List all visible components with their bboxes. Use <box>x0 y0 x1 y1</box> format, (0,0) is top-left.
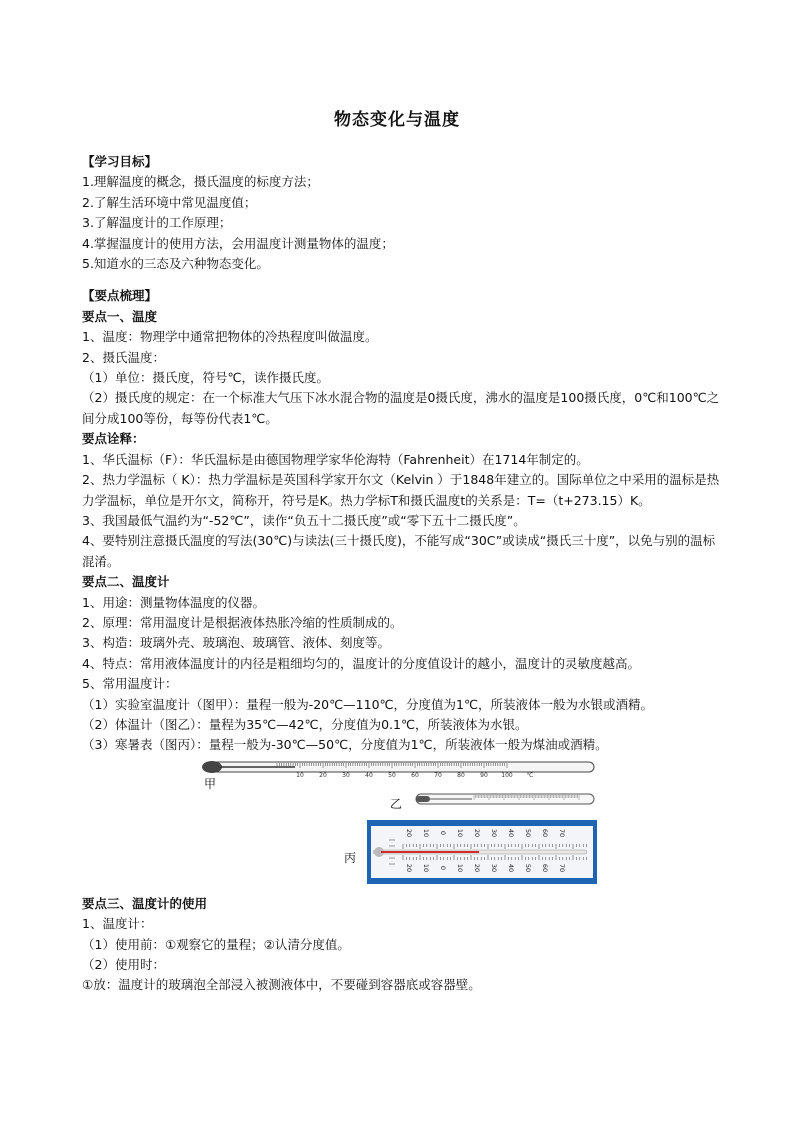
page-title: 物态变化与温度 <box>334 110 460 130</box>
scale-label: 10 <box>422 828 430 837</box>
scale-label: 20 <box>473 863 481 872</box>
scale-label: 60 <box>411 771 419 778</box>
scale-label: 20 <box>405 863 413 872</box>
text-line: （1）使用前：①观察它的量程；②认清分度值。 <box>82 936 350 952</box>
thermometer-figure <box>82 758 722 888</box>
section-heading-thermometer: 要点二、温度计 <box>82 574 170 590</box>
scale-label: 40 <box>507 863 515 872</box>
scale-label: ℃ <box>526 771 534 778</box>
text-paragraph: （2）摄氏度的规定：在一个标准大气压下冰水混合物的温度是0摄氏度，沸水的温度是100摄氏度，0℃和100℃之间分成100等份，每等份代表1℃。 <box>82 390 720 426</box>
text-line: 3、构造：玻璃外壳、玻璃泡、玻璃管、液体、刻度等。 <box>82 635 390 651</box>
clinical-thermometer <box>412 791 597 807</box>
scale-label: 30 <box>490 828 498 837</box>
document-body <box>82 152 722 996</box>
figure-label-b: 乙 <box>390 796 403 811</box>
clinical-thermometer-bulb <box>416 796 430 802</box>
figure-label-c: 丙 <box>344 850 357 865</box>
text-line: 4、特点：常用液体温度计的内径是粗细均匀的，温度计的分度值设计的越小，温度计的灵敏度越高。 <box>82 655 640 671</box>
scale-label: 20 <box>319 771 327 778</box>
text-line: ①放：温度计的玻璃泡全部浸入被测液体中，不要碰到容器底或容器壁。 <box>82 977 481 993</box>
scale-label: 90 <box>480 771 488 778</box>
section-heading-usage: 要点三、温度计的使用 <box>82 895 208 911</box>
goals-item: 4.掌握温度计的使用方法，会用温度计测量物体的温度； <box>82 235 394 251</box>
text-line: 1、温度计： <box>82 916 153 932</box>
scale-label: 0 <box>439 865 447 870</box>
scale-label: 10 <box>456 863 464 872</box>
scale-label: 40 <box>365 771 373 778</box>
scale-label: 50 <box>524 863 532 872</box>
scale-label: 10 <box>422 863 430 872</box>
wall-thermometer <box>367 820 597 884</box>
scale-label: 50 <box>524 828 532 837</box>
goals-heading: 【学习目标】 <box>82 154 158 169</box>
text-line: （3）寒暑表（图丙）：量程一般为-30℃—50℃，分度值为1℃，所装液体一般为煤油或酒精。 <box>82 737 608 753</box>
section-heading-temperature: 要点一、温度 <box>82 308 158 324</box>
scale-label: 30 <box>490 863 498 872</box>
scale-label: 20 <box>473 828 481 837</box>
goals-item: 2.了解生活环境中常见温度值； <box>82 194 257 210</box>
lab-thermometer-bulb <box>202 761 222 773</box>
text-line: 1、用途：测量物体温度的仪器。 <box>82 594 265 610</box>
scale-label: 100 <box>501 771 513 778</box>
scale-label: 60 <box>541 828 549 837</box>
scale-label: 0 <box>439 830 447 835</box>
text-line: （2）体温计（图乙）：量程为35℃—42℃，分度值为0.1℃，所装液体为水银。 <box>82 716 528 732</box>
scale-label: 70 <box>434 771 442 778</box>
scale-label: 50 <box>388 771 396 778</box>
goals-item: 3.了解温度计的工作原理； <box>82 215 232 231</box>
note-item: 4、要特别注意摄氏温度的写法(30℃)与读法(三十摄氏度)，不能写成“30C”或读成“摄氏三十度”，以免与别的温标混淆。 <box>82 533 716 569</box>
scale-label: 20 <box>405 828 413 837</box>
lab-thermometer <box>200 758 600 778</box>
text-line: 5、常用温度计： <box>82 676 178 692</box>
text-line: （1）实验室温度计（图甲）：量程一般为-20℃—110℃，分度值为1℃，所装液体一般为水银或酒精。 <box>82 696 654 712</box>
goals-item: 1.理解温度的概念，摄氏温度的标度方法； <box>82 174 319 190</box>
notes-heading: 要点诠释： <box>82 431 145 447</box>
text-line: （1）单位：摄氏度，符号℃，读作摄氏度。 <box>82 370 329 386</box>
text-line: 2、摄氏温度： <box>82 349 165 365</box>
text-line: 2、原理：常用温度计是根据液体热胀冷缩的性质制成的。 <box>82 614 403 630</box>
note-item: 1、华氏温标（F）：华氏温标是由德国物理学家华伦海特（Fahrenheit）在1714年制定的。 <box>82 451 589 467</box>
scale-label: 40 <box>507 828 515 837</box>
text-line: （2）使用时： <box>82 957 165 972</box>
figure-label-a: 甲 <box>204 776 217 791</box>
scale-label: 80 <box>457 771 465 778</box>
scale-label: 70 <box>558 863 566 872</box>
scale-label: 30 <box>342 771 350 778</box>
scale-label: 10 <box>296 771 304 778</box>
note-item: 3、我国最低气温约为“-52℃”，读作“负五十二摄氏度”或“零下五十二摄氏度”。 <box>82 512 526 528</box>
scale-label: 10 <box>456 828 464 837</box>
scale-label: 60 <box>541 863 549 872</box>
note-item: 2、热力学温标（ K）：热力学温标是英国科学家开尔文（Kelvin ）于1848年建立的。国际单位之中采用的温标是热力学温标，单位是开尔文，简称开，符号是K。热力学标T和摄氏温度t的关系是：T=（t+273.15）K。 <box>82 472 720 508</box>
points-heading: 【要点梳理】 <box>82 288 158 304</box>
text-line: 1、温度：物理学中通常把物体的冷热程度叫做温度。 <box>82 329 378 345</box>
goals-item: 5.知道水的三态及六种物态变化。 <box>82 256 269 272</box>
scale-label: 70 <box>558 828 566 837</box>
